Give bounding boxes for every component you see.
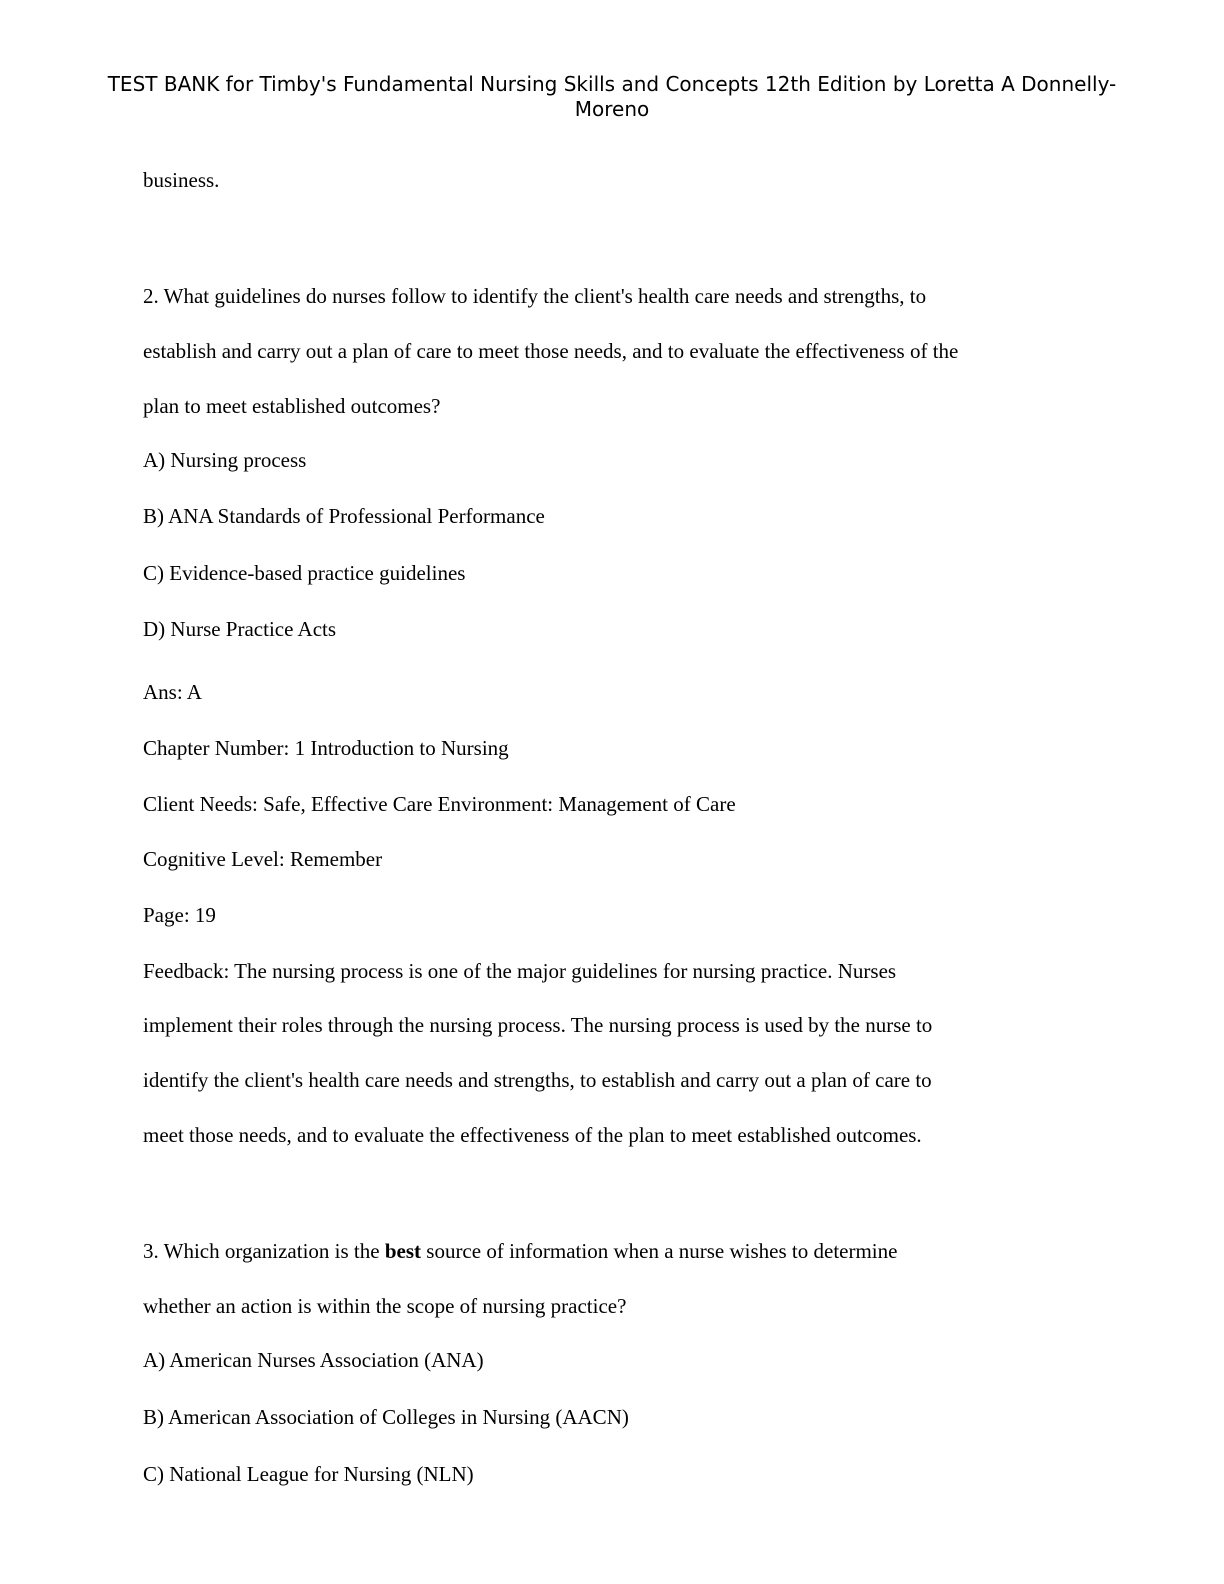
- question-2-stem-line-1: 2. What guidelines do nurses follow to identify the client's health care needs and strengths, to: [143, 284, 927, 308]
- question-2-feedback-line-4: meet those needs, and to evaluate the effectiveness of the plan to meet established outcomes.: [143, 1123, 922, 1147]
- question-3-stem-emphasis: best: [384, 1239, 422, 1263]
- question-2-feedback-line-1: Feedback: The nursing process is one of the major guidelines for nursing practice. Nurses: [143, 959, 897, 983]
- question-2-option-d: D) Nurse Practice Acts: [143, 617, 337, 641]
- question-2-cognitive-level: Cognitive Level: Remember: [143, 847, 383, 871]
- question-2-answer: Ans: A: [143, 680, 202, 704]
- question-2-option-c: C) Evidence-based practice guidelines: [143, 561, 466, 585]
- question-2-client-needs: Client Needs: Safe, Effective Care Environment: Management of Care: [143, 792, 736, 816]
- question-3-stem-after: source of information when a nurse wishes to determine: [421, 1239, 898, 1263]
- header-line-1: TEST BANK for Timby's Fundamental Nursing Skills and Concepts 12th Edition by Loretta A Donnelly-: [107, 72, 1117, 96]
- question-2-chapter: Chapter Number: 1 Introduction to Nursing: [143, 736, 509, 760]
- question-3-stem-line-1: [143, 1238, 897, 1264]
- question-2-option-a: A) Nursing process: [143, 448, 307, 472]
- question-2-stem-line-2: establish and carry out a plan of care to meet those needs, and to evaluate the effectiveness of the: [143, 339, 959, 363]
- question-3-option-c: C) National League for Nursing (NLN): [143, 1462, 474, 1486]
- question-3-stem-line-2: whether an action is within the scope of nursing practice?: [143, 1294, 627, 1318]
- page-header: [30, 72, 1194, 122]
- header-line-2: Moreno: [574, 97, 650, 121]
- question-2-page: Page: 19: [143, 903, 216, 927]
- question-3-option-b: B) American Association of Colleges in Nursing (AACN): [143, 1405, 629, 1429]
- question-2-feedback-line-2: implement their roles through the nursing process. The nursing process is used by the nurse to: [143, 1013, 933, 1037]
- question-3-stem-before: 3. Which organization is the: [143, 1239, 385, 1263]
- continuation-text: business.: [143, 168, 220, 192]
- question-3-option-a: A) American Nurses Association (ANA): [143, 1348, 484, 1372]
- question-2-stem-line-3: plan to meet established outcomes?: [143, 394, 441, 418]
- question-2-option-b: B) ANA Standards of Professional Performance: [143, 504, 545, 528]
- question-2-feedback-line-3: identify the client's health care needs and strengths, to establish and carry out a plan of care to: [143, 1068, 932, 1092]
